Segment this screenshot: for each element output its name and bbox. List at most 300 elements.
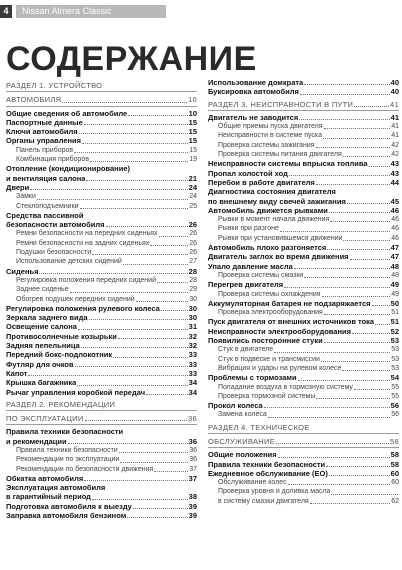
toc-entry	[6, 502, 197, 511]
toc-subentry	[6, 276, 197, 285]
toc-page-number: 24	[188, 182, 197, 192]
leader-dots	[322, 296, 391, 297]
toc-page-number: 36	[188, 414, 197, 424]
leader-dots	[79, 133, 188, 134]
toc-page-number: 41	[390, 112, 399, 122]
leader-dots	[268, 417, 390, 418]
leader-dots	[284, 287, 390, 288]
toc-entry-label: Общие сведения об автомобиле	[6, 108, 128, 118]
toc-page-number: 27	[189, 258, 197, 266]
toc-entry	[208, 317, 399, 326]
toc-page-number: 26	[189, 249, 197, 257]
toc-subentry	[6, 202, 197, 211]
toc-page-number: 34	[188, 387, 197, 397]
toc-page-number: 55	[391, 383, 399, 391]
toc-entry-label: Рычаг управления коробкой передач	[6, 387, 146, 397]
toc-page-number: 15	[189, 146, 197, 154]
toc-page-number: 52	[390, 326, 399, 336]
leader-dots	[310, 503, 391, 504]
toc-entry-label: Пуск двигателя от внешних источников тока	[208, 317, 375, 327]
toc-entry-label: Двигатель не заводится	[208, 112, 299, 122]
toc-entry-line	[6, 483, 197, 492]
toc-page-number: 41	[390, 99, 399, 109]
page-header	[0, 0, 402, 18]
toc-subentry	[6, 192, 197, 201]
leader-dots	[278, 457, 390, 458]
toc-entry-label: Автомобиль плохо разгоняется	[208, 243, 327, 253]
toc-page-number: 26	[189, 230, 197, 238]
toc-page-number: 53	[391, 355, 399, 363]
leader-dots	[90, 161, 188, 162]
toc-subentry	[208, 383, 399, 392]
toc-entry-label: Правила техники безопасности	[6, 427, 124, 437]
leader-dots	[264, 407, 390, 408]
toc-entry-label: Ремни безопасности на задних сиденьях	[16, 239, 150, 247]
leader-dots	[86, 180, 187, 181]
page-title: СОДЕРЖАНИЕ	[6, 40, 257, 78]
toc-page-number: 10	[188, 95, 197, 105]
toc-subentry	[6, 155, 197, 164]
toc-entry-line	[6, 211, 197, 220]
toc-subentry	[208, 308, 399, 317]
toc-entry	[6, 388, 197, 397]
toc-entry-label: Вибрация и удары на рулевом колесе	[218, 364, 342, 372]
toc-page-number: 39	[188, 511, 197, 521]
toc-page-number: 48	[391, 271, 399, 279]
toc-page-number: 37	[188, 473, 197, 483]
leader-dots	[276, 443, 389, 444]
toc-section-heading	[208, 437, 399, 448]
toc-page-number: 55	[391, 392, 399, 400]
leader-dots	[321, 361, 390, 362]
toc-page-number: 38	[188, 492, 197, 502]
page-number: 4	[0, 5, 12, 18]
toc-page-number: 46	[391, 234, 399, 242]
toc-entry-label: Ремни безопасности на передних сиденьях	[16, 230, 158, 238]
toc-subentry	[6, 257, 197, 266]
toc-entry-label: Стук в подвеске и трансмиссии	[218, 355, 320, 363]
leader-dots	[62, 102, 187, 103]
leader-dots	[119, 452, 189, 453]
toc-entry-label: Появились посторонние стуки	[208, 336, 323, 346]
toc-entry	[6, 378, 197, 387]
leader-dots	[294, 268, 390, 269]
toc-entry	[6, 437, 197, 446]
toc-entry-label: Обогрев подушек передних сидений	[16, 295, 135, 303]
toc-entry	[6, 492, 197, 501]
toc-page-number: 41	[391, 132, 399, 140]
toc-entry-label: Упало давление масла	[208, 261, 293, 271]
toc-entry-label: Капот	[6, 368, 28, 378]
toc-entry-label: Использование домкрата	[208, 78, 304, 87]
toc-entry-line	[208, 187, 399, 196]
toc-page-number: 34	[188, 378, 197, 388]
leader-dots	[84, 124, 188, 125]
leader-dots	[92, 499, 188, 500]
leader-dots	[342, 370, 390, 371]
toc-page-number: 15	[188, 117, 197, 127]
toc-right-column	[208, 78, 399, 506]
toc-entry-label: Проверка тормозной системы	[218, 392, 316, 400]
leader-dots	[323, 138, 390, 139]
toc-entry-label: Регулировка положения рулевого колеса	[6, 303, 160, 313]
toc-entry	[208, 469, 399, 478]
toc-entry-label: Проверка уровня и доливка масла	[218, 488, 331, 496]
toc-page-number: 30	[188, 303, 197, 313]
toc-entry-label: Рывки в момент начала движения	[218, 216, 330, 224]
leader-dots	[354, 389, 390, 390]
leader-dots	[331, 494, 398, 495]
toc-subentry	[6, 146, 197, 155]
toc-page-number: 26	[189, 239, 197, 247]
toc-page-number: 32	[188, 331, 197, 341]
toc-subentry	[208, 345, 399, 354]
toc-entry-label: Прокол колеса	[208, 401, 263, 411]
toc-entry-label: Отопление (кондиционирование)	[6, 164, 130, 174]
toc-entry	[208, 336, 399, 345]
toc-entry	[6, 341, 197, 350]
toc-entry	[6, 332, 197, 341]
leader-dots	[316, 184, 390, 185]
toc-subentry	[6, 446, 197, 455]
leader-dots	[150, 245, 188, 246]
toc-entry-label: Перегрев двигателя	[208, 280, 284, 290]
leader-dots	[304, 277, 390, 278]
toc-page-number: 60	[391, 479, 399, 487]
toc-entry-label: Стеклоподъемники	[16, 202, 79, 210]
leader-dots	[298, 380, 390, 381]
leader-dots	[372, 305, 390, 306]
toc-entry-label: Подушки безопасности	[16, 249, 92, 257]
toc-entry-label: Панель приборов	[16, 146, 74, 154]
leader-dots	[70, 292, 189, 293]
leader-dots	[39, 273, 187, 274]
toc-entry-label: Диагностика состояния двигателя	[208, 187, 336, 197]
toc-entry-label: Подготовка автомобиля к выезду	[6, 501, 132, 511]
leader-dots	[127, 517, 187, 518]
toc-entry-label: Зеркала заднего вида	[6, 313, 88, 323]
toc-page-number: 53	[390, 336, 399, 346]
toc-entry-label: Заднее сиденье	[16, 286, 69, 294]
toc-entry-label: Паспортные данные	[6, 117, 83, 127]
toc-page-number: 43	[390, 159, 399, 169]
toc-entry-label: Противосолнечные козырьки	[6, 331, 117, 341]
toc-entry	[208, 327, 399, 336]
toc-entry-label: Крышка багажника	[6, 378, 77, 388]
leader-dots	[28, 375, 187, 376]
toc-subentry	[6, 229, 197, 238]
leader-dots	[354, 106, 389, 107]
toc-subentry	[6, 465, 197, 474]
toc-page-number: 33	[188, 359, 197, 369]
toc-page-number: 44	[390, 177, 399, 187]
leader-dots	[120, 462, 188, 463]
toc-entry-label: Общие приемы пуска двигателя	[218, 123, 323, 131]
leader-dots	[352, 333, 390, 334]
toc-subentry	[208, 141, 399, 150]
toc-page-number: 32	[188, 341, 197, 351]
toc-page-number: 47	[390, 243, 399, 253]
toc-page-number: 15	[188, 127, 197, 137]
toc-entry-label: АВТОМОБИЛЯ	[6, 95, 62, 105]
toc-entry	[6, 136, 197, 145]
toc-entry-label: ОБСЛУЖИВАНИЕ	[208, 436, 276, 446]
toc-subentry	[6, 239, 197, 248]
toc-entry	[6, 350, 197, 359]
leader-dots	[78, 329, 188, 330]
toc-entry-label: Пропал холостой ход	[208, 168, 288, 178]
toc-entry-label: Футляр для очков	[6, 359, 74, 369]
toc-entry	[208, 401, 399, 410]
leader-dots	[343, 156, 390, 157]
toc-entry-label: Неисправности электрооборудования	[208, 326, 351, 336]
toc-page-number: 39	[188, 501, 197, 511]
leader-dots	[133, 508, 188, 509]
toc-page-number: 31	[188, 322, 197, 332]
toc-entry-label: Ключи автомобиля	[6, 127, 78, 137]
toc-entry	[208, 299, 399, 308]
leader-dots	[288, 484, 391, 485]
leader-dots	[82, 143, 188, 144]
toc-page-number: 50	[390, 298, 399, 308]
toc-entry-label: Общие положения	[208, 450, 277, 460]
toc-entry-label: Рекомендации по эксплуатации	[16, 456, 120, 464]
leader-dots	[330, 221, 390, 222]
leader-dots	[324, 342, 390, 343]
toc-subentry	[208, 224, 399, 233]
leader-dots	[369, 166, 390, 167]
leader-dots	[327, 249, 389, 250]
toc-page-number: 40	[390, 87, 399, 97]
leader-dots	[161, 310, 188, 311]
toc-subentry	[208, 497, 399, 506]
toc-entry-label: Буксировка автомобиля	[208, 87, 299, 97]
toc-entry-label: Проверка системы смазки	[218, 271, 304, 279]
toc-subentry	[208, 215, 399, 224]
toc-entry	[6, 304, 197, 313]
toc-entry	[6, 511, 197, 520]
toc-subentry	[208, 150, 399, 159]
toc-subentry	[208, 410, 399, 419]
leader-dots	[146, 394, 188, 395]
toc-page-number: 36	[188, 436, 197, 446]
toc-page-number: 48	[390, 261, 399, 271]
toc-subentry	[208, 364, 399, 373]
leader-dots	[343, 240, 390, 241]
toc-entry-label: Проблемы с тормозами	[208, 373, 297, 383]
toc-page-number: 33	[188, 350, 197, 360]
leader-dots	[299, 119, 389, 120]
toc-entry-label: в систему смазки двигателя	[218, 497, 309, 505]
toc-entry	[6, 369, 197, 378]
leader-dots	[329, 212, 390, 213]
toc-entry-label: Замки	[16, 193, 36, 201]
toc-page-number: 51	[391, 309, 399, 317]
toc-page-number: 46	[391, 216, 399, 224]
book-title: Nissan Almera Classic	[16, 5, 166, 18]
toc-section-heading	[208, 423, 399, 434]
leader-dots	[316, 398, 390, 399]
toc-page-number: 60	[390, 468, 399, 478]
toc-entry	[6, 127, 197, 136]
toc-page-number: 58	[390, 450, 399, 460]
leader-dots	[280, 231, 390, 232]
toc-entry-label: Сиденья	[6, 266, 39, 276]
toc-entry	[208, 169, 399, 178]
toc-entry-label: РАЗДЕЛ 4. ТЕХНИЧЕСКОЕ	[208, 422, 310, 432]
toc-page-number: 29	[189, 286, 197, 294]
toc-page-number: 53	[391, 346, 399, 354]
toc-entry-label: Рывки при установившемся движении	[218, 234, 343, 242]
toc-entry-label: Заправка автомобиля бензином	[6, 511, 127, 521]
leader-dots	[274, 352, 390, 353]
toc-entry	[208, 159, 399, 168]
toc-entry-label: Стук в двигателе	[218, 346, 274, 354]
toc-entry-label: Перебои в работе двигателя	[208, 177, 315, 187]
toc-subentry	[208, 290, 399, 299]
toc-page-number: 51	[390, 317, 399, 327]
leader-dots	[304, 84, 389, 85]
toc-page-number: 58	[390, 436, 399, 446]
toc-section-heading	[6, 81, 197, 92]
toc-subentry	[6, 285, 197, 294]
toc-entry-label: в гарантийный период	[6, 492, 91, 502]
toc-page-number: 41	[391, 123, 399, 131]
toc-page-number: 10	[188, 108, 197, 118]
toc-entry-label: Регулировка положения передних сидений	[16, 276, 156, 284]
toc-page-number: 21	[188, 173, 197, 183]
toc-page-number: 42	[391, 141, 399, 149]
toc-entry	[6, 183, 197, 192]
toc-entry-label: Обкатка автомобиля	[6, 473, 84, 483]
toc-entry-label: Комбинация приборов	[16, 156, 90, 164]
toc-entry	[6, 118, 197, 127]
toc-page-number: 26	[188, 220, 197, 230]
toc-page-number: 62	[391, 497, 399, 505]
toc-entry	[6, 313, 197, 322]
toc-page-number: 49	[390, 280, 399, 290]
toc-entry-label: Проверка системы зажигания	[218, 141, 315, 149]
toc-entry-label: Эксплуатация автомобиля	[6, 483, 106, 493]
toc-entry-label: Неисправности системы впрыска топлива	[208, 159, 368, 169]
toc-page-number: 30	[188, 313, 197, 323]
leader-dots	[80, 208, 189, 209]
leader-dots	[92, 254, 188, 255]
toc-entry-label: Ежедневное обслуживание (ЕО)	[208, 468, 328, 478]
toc-entry-label: РАЗДЕЛ 1. УСТРОЙСТВО	[6, 81, 103, 90]
toc-page-number: 36	[189, 456, 197, 464]
toc-entry-label: Попадание воздуха в тормозную систему	[218, 383, 353, 391]
leader-dots	[77, 385, 187, 386]
toc-entry	[208, 280, 399, 289]
toc-page-number: 49	[391, 290, 399, 298]
toc-page-number: 30	[189, 295, 197, 303]
toc-entry-label: Задняя пепельница	[6, 341, 80, 351]
toc-page-number: 46	[391, 225, 399, 233]
toc-entry-label: Правила техники безопасности	[208, 459, 326, 469]
toc-entry-label: РАЗДЕЛ 2. РЕКОМЕНДАЦИИ	[6, 399, 116, 409]
toc-section-heading	[6, 414, 197, 425]
toc-page-number: 25	[189, 202, 197, 210]
toc-entry	[208, 78, 399, 87]
toc-entry	[6, 109, 197, 118]
toc-left-column	[6, 78, 197, 520]
toc-entry-label: Использование детских сидений	[16, 258, 122, 266]
toc-entry-label: и рекомендации	[6, 436, 67, 446]
leader-dots	[300, 94, 390, 95]
toc-entry	[6, 322, 197, 331]
leader-dots	[316, 147, 391, 148]
leader-dots	[329, 475, 390, 476]
leader-dots	[375, 324, 390, 325]
leader-dots	[74, 152, 188, 153]
leader-dots	[289, 175, 390, 176]
leader-dots	[113, 357, 188, 358]
toc-page-number: 56	[391, 411, 399, 419]
leader-dots	[75, 366, 188, 367]
toc-page-number: 45	[390, 196, 399, 206]
toc-entry	[6, 174, 197, 183]
toc-page-number: 36	[189, 446, 197, 454]
toc-entry	[6, 220, 197, 229]
toc-page-number: 58	[390, 459, 399, 469]
toc-entry-label: Проверка системы питания двигателя	[218, 151, 342, 159]
toc-page-number: 42	[391, 151, 399, 159]
toc-entry-label: по внешнему виду свечей зажигания	[208, 196, 346, 206]
leader-dots	[85, 420, 187, 421]
toc-subentry	[208, 355, 399, 364]
toc-entry-label: Двигатель заглох во время движения	[208, 252, 349, 262]
toc-page-number: 46	[390, 205, 399, 215]
toc-entry	[208, 262, 399, 271]
leader-dots	[30, 189, 187, 190]
toc-entry	[208, 113, 399, 122]
toc-section-heading	[6, 95, 197, 106]
toc-entry-label: Аккумуляторная батарея не подзаряжается	[208, 298, 371, 308]
leader-dots	[157, 282, 188, 283]
toc-entry	[208, 197, 399, 206]
toc-page-number: 28	[188, 266, 197, 276]
toc-entry-label: Передний бокс-подлокотник	[6, 350, 113, 360]
toc-page-number: 56	[390, 401, 399, 411]
toc-page-number: 33	[188, 368, 197, 378]
toc-entry	[208, 206, 399, 215]
leader-dots	[106, 226, 188, 227]
toc-page-number: 47	[390, 252, 399, 262]
toc-entry-label: и вентиляция салона	[6, 173, 86, 183]
leader-dots	[347, 203, 390, 204]
toc-entry-label: РАЗДЕЛ 3. НЕИСПРАВНОСТИ В ПУТИ	[208, 99, 354, 109]
toc-entry	[208, 87, 399, 96]
toc-section-heading	[6, 400, 197, 411]
toc-section-heading	[208, 100, 399, 111]
toc-entry-label: Проверка системы охлаждения	[218, 290, 321, 298]
toc-page-number: 54	[390, 373, 399, 383]
leader-dots	[136, 301, 189, 302]
toc-subentry	[208, 122, 399, 131]
toc-entry-label: Рекомендации по безопасности движения	[16, 465, 154, 473]
toc-page-number: 40	[390, 78, 399, 87]
leader-dots	[326, 466, 390, 467]
toc-subentry	[208, 234, 399, 243]
leader-dots	[154, 471, 188, 472]
toc-page-number: 19	[189, 156, 197, 164]
toc-entry-label: Замена колеса	[218, 411, 267, 419]
toc-entry	[208, 252, 399, 261]
toc-entry-label: ПО ЭКСПЛУАТАЦИИ	[6, 414, 84, 424]
toc-entry-label: Неисправности в системе пуска	[218, 132, 323, 140]
toc-entry-label: безопасности автомобиля	[6, 220, 105, 230]
